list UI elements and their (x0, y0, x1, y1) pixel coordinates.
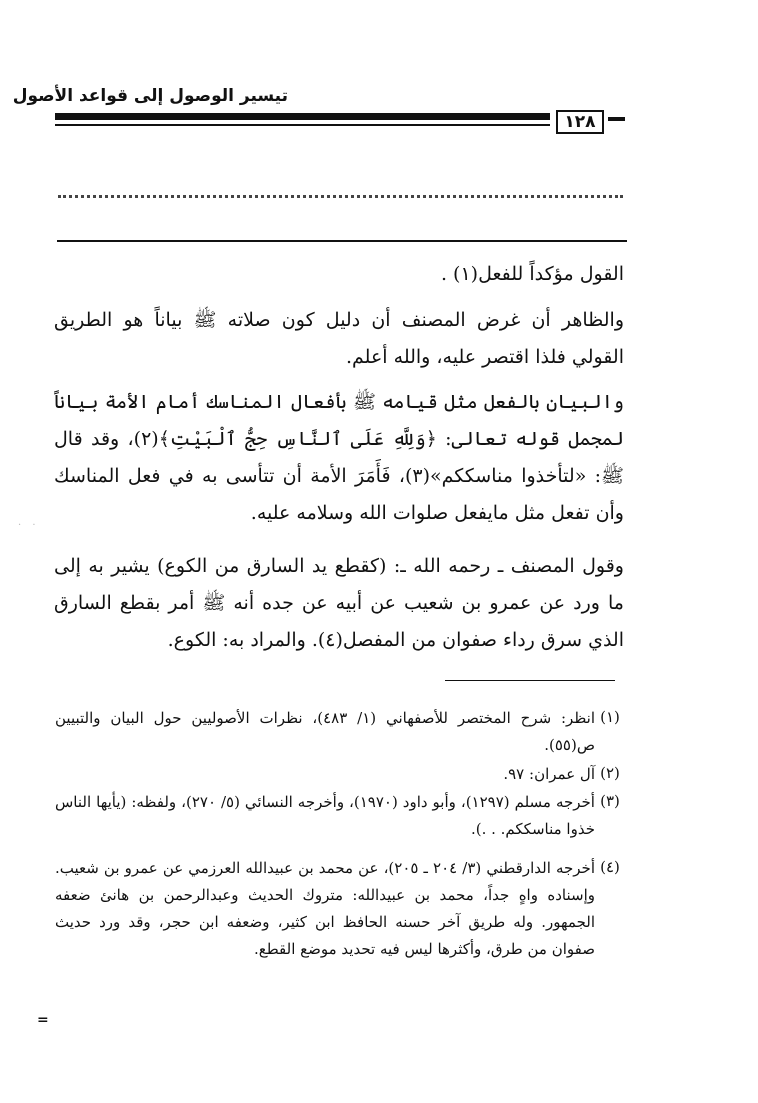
body-paragraph-2: والظاهر أن غرض المصنف أن دليل كون صلاته ﷺ بياناً هو الطريق القولي فلذا اقتصر عليه، والله أعلم. (54, 309, 624, 368)
page-number: ١٢٨ (556, 110, 604, 134)
footnote-text: آل عمران: ٩٧. (503, 765, 595, 783)
footnote-text: أخرجه مسلم (١٢٩٧)، وأبو داود (١٩٧٠)، وأخرجه النسائي (٥/ ٢٧٠)، ولفظه: (يأيها الناس خذوا مناسككم. . .). (55, 793, 595, 838)
scan-speck: · · (18, 520, 40, 531)
body-top-rule (57, 240, 627, 242)
footnote-number: (٤) (600, 858, 620, 876)
footnote-number: (٢) (600, 764, 620, 782)
header-rule-thick (55, 113, 550, 120)
footnote-text: انظر: شرح المختصر للأصفهاني (١/ ٤٨٣)، نظرات الأصوليين حول البيان والتبيين ص(٥٥). (55, 709, 595, 754)
dotted-separator (58, 184, 623, 198)
book-title: تيسير الوصول إلى قواعد الأصول (12, 86, 288, 106)
footnote-number: (١) (600, 708, 620, 726)
body-paragraph-3: والبيان بالفعل مثل قيامه ﷺ بأفعال المناسك أمام الأمة بياناً لمجمل قوله تعالى: ﴿وَلِلَّهِ عَلَى ٱلنَّاسِ حِجُّ ٱلْبَيْتِ﴾(٢)، وقد قال ﷺ: «لتأخذوا مناسككم»(٣)، فَأَمَرَ الأمة أن تتأسى به في فعل المناسك وأن تفعل مثل مايفعل صلوات الله وسلامه عليه. (54, 391, 625, 524)
footnote-number: (٣) (600, 792, 620, 810)
footnote-rule (445, 680, 615, 681)
page-number-bar (608, 117, 625, 121)
margin-mark: = (37, 1012, 49, 1028)
body-paragraph-1: القول مؤكداً للفعل(١) . (440, 263, 624, 285)
footnote-text: أخرجه الدارقطني (٣/ ٢٠٤ ـ ٢٠٥)، عن محمد بن عبيدالله العرزمي عن عمرو بن شعيب. وإسناده واهٍ جداً، محمد بن عبيدالله: متروك الحديث وعبدالرحمن بن هانئ ضعفه الجمهور. وله طريق آخر حسنه الحافظ ابن كثير، وضعفه ابن حجر، وقد ورد حديث صفوان من طرق، وأكثرها ليس فيه تحديد موضع القطع. (55, 859, 595, 958)
header-rule-thin (55, 124, 550, 126)
body-paragraph-4: وقول المصنف ـ رحمه الله ـ: (كقطع يد السارق من الكوع) يشير به إلى ما ورد عن عمرو بن شعيب عن أبيه عن جده أنه ﷺ أمر بقطع السارق الذي سرق رداء صفوان من المفصل(٤). والمراد به: الكوع. (54, 555, 624, 651)
